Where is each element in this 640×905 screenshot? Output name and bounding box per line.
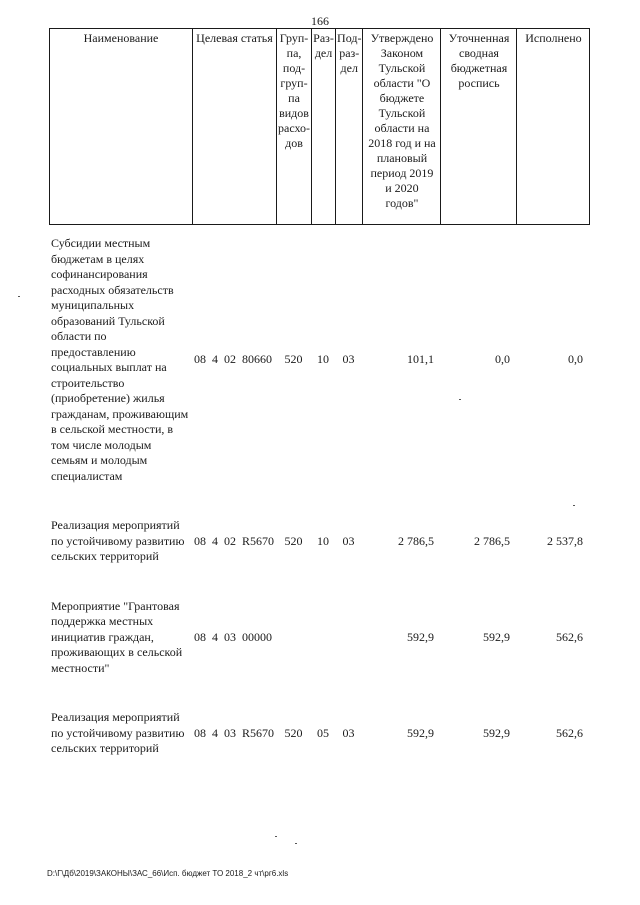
row-subsection bbox=[335, 599, 362, 677]
row-executed: 2 537,8 bbox=[547, 533, 584, 548]
file-path-footer: D:\Г\Дб\2019\ЗАКОНЫ\ЗАС_66\Исп. бюджет ТО 2018_2 чт\рг6.xls bbox=[47, 869, 289, 878]
row-refined: 2 786,5 bbox=[474, 533, 511, 548]
table-row bbox=[49, 599, 589, 677]
row-name: Мероприятие "Грантовая поддержка местных инициатив граждан, проживающих в сельской местности" bbox=[51, 598, 183, 675]
row-target-article: 08 4 02 R5670 bbox=[194, 533, 275, 548]
row-approved: 2 786,5 bbox=[398, 533, 435, 548]
row-target-article: 08 4 03 00000 bbox=[194, 629, 272, 644]
row-name: Субсидии местным бюджетам в целях софинансирования расходных обязательств муниципальных образований Тульской области по предоставлению социальных выплат на строительство (приобретение) жилья гражданам, проживающим в сельской местности, в том числе молодым семьям и молодым специалистам bbox=[51, 236, 189, 483]
table-row bbox=[49, 236, 589, 484]
row-section: 05 bbox=[317, 725, 330, 740]
row-subsection: 03 bbox=[342, 533, 355, 548]
row-target-article: 08 4 02 80660 bbox=[194, 352, 272, 367]
budget-table-body bbox=[49, 236, 589, 757]
row-name: Реализация мероприятий по устойчивому развитию сельских территорий bbox=[51, 710, 185, 755]
row-group: 520 bbox=[284, 533, 303, 548]
col-header-target-article: Целевая статья bbox=[193, 29, 277, 225]
scan-speck bbox=[459, 399, 461, 400]
scan-speck bbox=[573, 505, 575, 506]
row-refined: 0,0 bbox=[495, 352, 511, 367]
scan-speck bbox=[295, 843, 297, 844]
page-number: 166 bbox=[311, 14, 329, 28]
row-section: 10 bbox=[317, 533, 330, 548]
table-row bbox=[49, 710, 589, 757]
row-executed: 0,0 bbox=[568, 352, 584, 367]
row-target-article: 08 4 03 R5670 bbox=[194, 725, 275, 740]
row-group: 520 bbox=[284, 725, 303, 740]
row-approved: 592,9 bbox=[407, 725, 435, 740]
col-header-section: Раз- дел bbox=[312, 29, 336, 225]
table-row bbox=[49, 518, 589, 565]
row-group bbox=[276, 599, 311, 677]
col-header-name: Наименование bbox=[50, 29, 193, 225]
row-section bbox=[311, 599, 335, 677]
col-header-executed: Исполнено bbox=[517, 29, 590, 225]
row-subsection: 03 bbox=[342, 725, 355, 740]
row-approved: 592,9 bbox=[407, 629, 435, 644]
col-header-approved: Утверждено Законом Тульской области "О бюджете Тульской области на 2018 год и на плановый период 2019 и 2020 годов" bbox=[363, 29, 441, 225]
row-section: 10 bbox=[317, 352, 330, 367]
row-executed: 562,6 bbox=[556, 725, 584, 740]
col-header-subsection: Под- раз- дел bbox=[336, 29, 363, 225]
col-header-refined: Уточненная сводная бюджетная роспись bbox=[441, 29, 517, 225]
scan-speck bbox=[18, 296, 20, 297]
row-refined: 592,9 bbox=[483, 725, 511, 740]
row-approved: 101,1 bbox=[407, 352, 435, 367]
budget-table-header bbox=[49, 28, 590, 225]
col-header-group: Груп- па, под- груп- па видов расхо- дов bbox=[277, 29, 312, 225]
row-name: Реализация мероприятий по устойчивому развитию сельских территорий bbox=[51, 518, 185, 563]
scan-speck bbox=[275, 836, 277, 837]
row-group: 520 bbox=[284, 352, 303, 367]
row-subsection: 03 bbox=[342, 352, 355, 367]
row-executed: 562,6 bbox=[556, 629, 584, 644]
row-refined: 592,9 bbox=[483, 629, 511, 644]
